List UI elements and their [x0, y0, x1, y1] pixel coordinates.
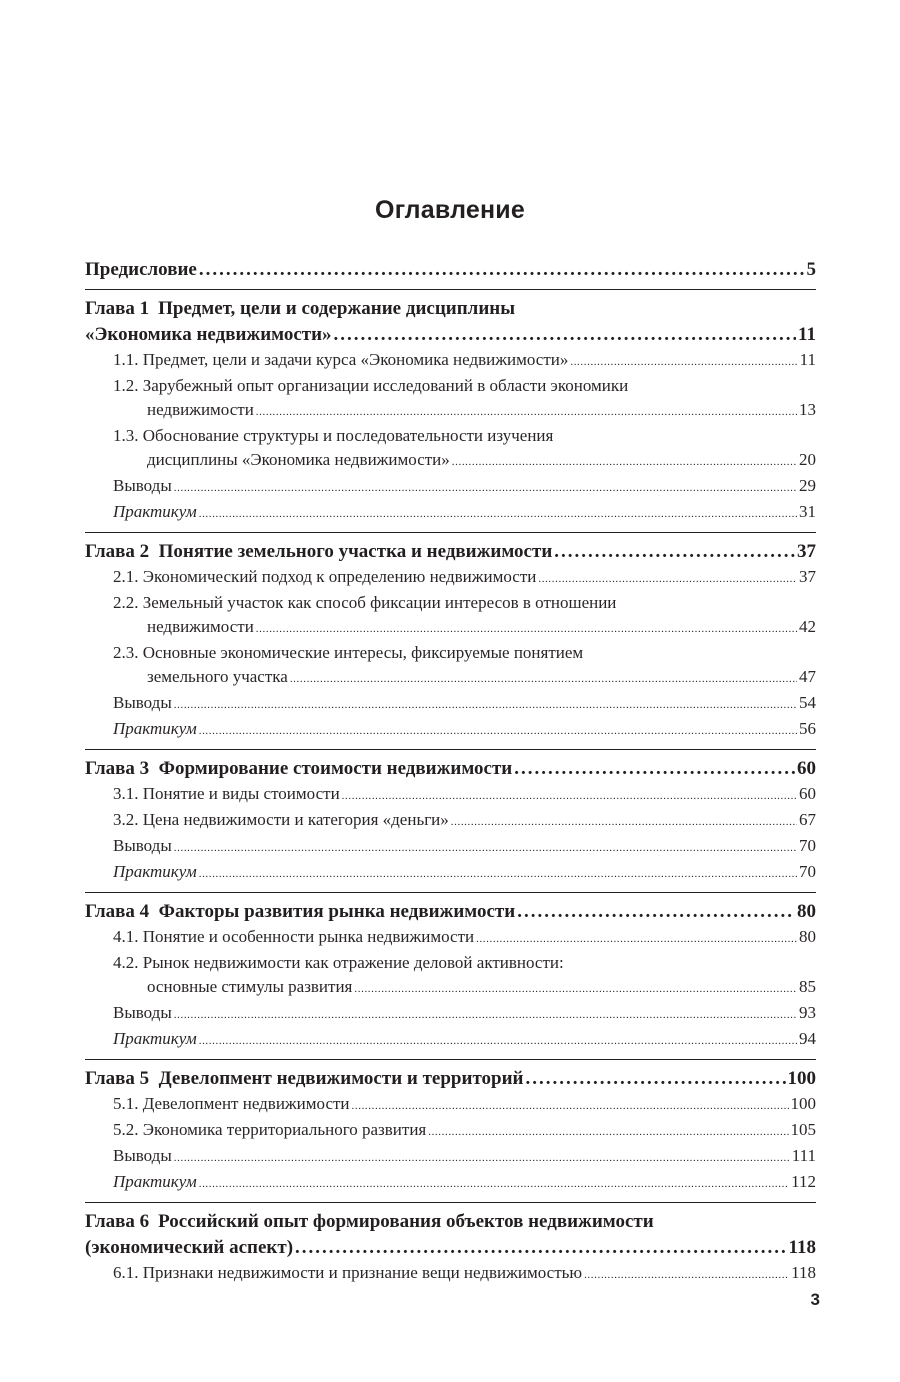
toc-conclusions[interactable]	[85, 834, 816, 860]
entry-title: Рынок недвижимости как отражение деловой активности:	[142, 953, 564, 972]
toc-entry-5-1[interactable]	[85, 1092, 816, 1118]
toc-entry-5-2[interactable]	[85, 1118, 816, 1144]
toc-entry-3-1[interactable]	[85, 782, 816, 808]
toc-page-number: 80	[799, 927, 816, 946]
entry-title: Обоснование структуры и последовательности изучения	[142, 426, 554, 445]
entry-title-cont: земельного участка	[147, 667, 288, 686]
entry-number: 2.3.	[113, 643, 139, 662]
toc-entry-1-1[interactable]	[85, 348, 816, 374]
entry-number: 1.2.	[113, 376, 139, 395]
toc-section-chapter-1	[85, 296, 816, 533]
dot-leader	[174, 834, 797, 860]
toc-page-number: 60	[799, 784, 816, 803]
dot-leader	[174, 1144, 790, 1170]
toc-entry-1-3[interactable]	[85, 424, 816, 448]
entry-title-cont: основные стимулы развития	[147, 977, 353, 996]
toc-entry-4-1[interactable]	[85, 925, 816, 951]
toc-page-number: 47	[799, 667, 816, 686]
toc-page-number: 100	[790, 1094, 816, 1113]
toc-page-number: 20	[799, 450, 816, 469]
entry-title: Экономика территориального развития	[142, 1120, 427, 1139]
dot-leader	[354, 975, 797, 1001]
toc-page-number: 111	[791, 1146, 816, 1165]
toc-page-number: 31	[799, 502, 816, 521]
toc-page-number: 56	[799, 719, 816, 738]
toc-page-number: 13	[799, 400, 816, 419]
dot-leader	[514, 756, 795, 782]
dot-leader	[517, 899, 795, 925]
toc-section-preface	[85, 257, 816, 290]
entry-number: 1.1.	[113, 350, 139, 369]
conclusions-label: Выводы	[113, 836, 172, 855]
table-of-contents	[85, 257, 816, 1299]
dot-leader	[476, 925, 797, 951]
toc-page-number: 67	[799, 810, 816, 829]
toc-conclusions[interactable]	[85, 1001, 816, 1027]
entry-title: Признаки недвижимости и признание вещи недвижимостью	[142, 1263, 583, 1282]
entry-number: 6.1.	[113, 1263, 139, 1282]
toc-page-number: 42	[799, 617, 816, 636]
toc-entry-2-3-cont[interactable]	[85, 665, 816, 691]
chapter-number: Глава 1	[85, 298, 150, 319]
chapter-title-line1: Понятие земельного участка и недвижимости	[158, 541, 553, 562]
page-number: 3	[810, 1290, 820, 1309]
dot-leader	[199, 257, 805, 283]
dot-leader	[452, 448, 797, 474]
entry-title: Земельный участок как способ фиксации интересов в отношении	[142, 593, 617, 612]
toc-conclusions[interactable]	[85, 1144, 816, 1170]
conclusions-label: Выводы	[113, 1003, 172, 1022]
entry-number: 2.1.	[113, 567, 139, 586]
page-title: Оглавление	[375, 196, 525, 224]
dot-leader	[174, 1001, 797, 1027]
conclusions-label: Выводы	[113, 693, 172, 712]
chapter-number: Глава 6	[85, 1211, 150, 1232]
toc-entry-4-2[interactable]	[85, 951, 816, 975]
chapter-title-line1: Девелопмент недвижимости и территорий	[158, 1068, 524, 1089]
toc-page-number: 11	[798, 324, 816, 345]
practicum-label: Практикум	[113, 862, 197, 881]
chapter-title-final-line[interactable]	[85, 322, 816, 348]
practicum-label: Практикум	[113, 502, 197, 521]
toc-entry-2-1[interactable]	[85, 565, 816, 591]
chapter-title-line2: «Экономика недвижимости»	[85, 324, 332, 345]
toc-page-number: 29	[799, 476, 816, 495]
chapter-title-line1: Формирование стоимости недвижимости	[158, 758, 513, 779]
toc-page-number: 93	[799, 1003, 816, 1022]
chapter-title[interactable]	[85, 1209, 816, 1235]
entry-number: 5.1.	[113, 1094, 139, 1113]
toc-page-number: 105	[790, 1120, 816, 1139]
entry-number: 2.2.	[113, 593, 139, 612]
chapter-title-final-line[interactable]	[85, 1235, 816, 1261]
toc-section-chapter-3	[85, 756, 816, 893]
entry-title-cont: недвижимости	[147, 400, 254, 419]
chapter-number: Глава 4	[85, 901, 150, 922]
entry-title: Предмет, цели и задачи курса «Экономика недвижимости»	[142, 350, 569, 369]
dot-leader	[199, 717, 797, 743]
chapter-title[interactable]	[85, 756, 816, 782]
dot-leader	[538, 565, 797, 591]
chapter-title-line1: Российский опыт формирования объектов недвижимости	[158, 1211, 654, 1232]
toc-page-number: 5	[806, 259, 816, 280]
entry-title-cont: дисциплины «Экономика недвижимости»	[147, 450, 450, 469]
toc-practicum[interactable]	[85, 717, 816, 743]
chapter-title[interactable]	[85, 899, 816, 925]
entry-title: Зарубежный опыт организации исследований в области экономики	[142, 376, 629, 395]
dot-leader	[290, 665, 797, 691]
practicum-label: Практикум	[113, 1029, 197, 1048]
chapter-title-line2: (экономический аспект)	[85, 1237, 294, 1258]
toc-page-number: 112	[791, 1172, 816, 1191]
chapter-number: Глава 5	[85, 1068, 150, 1089]
entry-number: 5.2.	[113, 1120, 139, 1139]
toc-entry-3-2[interactable]	[85, 808, 816, 834]
toc-page-number: 118	[791, 1263, 816, 1282]
dot-leader	[554, 539, 795, 565]
dot-leader	[334, 322, 797, 348]
dot-leader	[525, 1066, 785, 1092]
toc-entry-6-1[interactable]	[85, 1261, 816, 1287]
toc-entry-2-2[interactable]	[85, 591, 816, 615]
toc-entry-4-2-cont[interactable]	[85, 975, 816, 1001]
toc-page-number: 118	[788, 1237, 816, 1258]
dot-leader	[199, 1027, 797, 1053]
toc-page-number: 100	[787, 1068, 816, 1089]
entry-title: Основные экономические интересы, фиксируемые понятием	[142, 643, 584, 662]
toc-practicum[interactable]	[85, 500, 816, 526]
entry-number: 3.2.	[113, 810, 139, 829]
chapter-number: Глава 2	[85, 541, 150, 562]
chapter-title[interactable]	[85, 296, 816, 322]
toc-entry-1-2-cont[interactable]	[85, 398, 816, 424]
chapter-title-line1: Факторы развития рынка недвижимости	[158, 901, 516, 922]
conclusions-label: Выводы	[113, 476, 172, 495]
toc-item-label: Предисловие	[85, 259, 197, 280]
toc-section-chapter-5	[85, 1066, 816, 1203]
toc-page-number: 94	[799, 1029, 816, 1048]
dot-leader	[295, 1235, 787, 1261]
dot-leader	[256, 398, 797, 424]
toc-practicum[interactable]	[85, 860, 816, 886]
dot-leader	[428, 1118, 788, 1144]
toc-practicum[interactable]	[85, 1027, 816, 1053]
entry-number: 1.3.	[113, 426, 139, 445]
toc-page-number: 37	[797, 541, 816, 562]
toc-page-number: 70	[799, 836, 816, 855]
practicum-label: Практикум	[113, 1172, 197, 1191]
dot-leader	[199, 860, 797, 886]
toc-page-number: 11	[799, 350, 816, 369]
practicum-label: Практикум	[113, 719, 197, 738]
toc-item-preface[interactable]	[85, 257, 816, 283]
toc-page-number: 60	[797, 758, 816, 779]
toc-page-number: 85	[799, 977, 816, 996]
toc-entry-2-2-cont[interactable]	[85, 615, 816, 641]
toc-page-number: 70	[799, 862, 816, 881]
dot-leader	[256, 615, 797, 641]
entry-number: 4.1.	[113, 927, 139, 946]
toc-conclusions[interactable]	[85, 474, 816, 500]
dot-leader	[174, 691, 797, 717]
dot-leader	[352, 1092, 789, 1118]
dot-leader	[174, 474, 797, 500]
toc-section-chapter-6	[85, 1209, 816, 1293]
dot-leader	[451, 808, 797, 834]
entry-title: Понятие и виды стоимости	[142, 784, 340, 803]
chapter-number: Глава 3	[85, 758, 150, 779]
chapter-title-line1: Предмет, цели и содержание дисциплины	[158, 298, 516, 319]
toc-conclusions[interactable]	[85, 691, 816, 717]
entry-title: Экономический подход к определению недвижимости	[142, 567, 537, 586]
entry-number: 3.1.	[113, 784, 139, 803]
dot-leader	[570, 348, 797, 374]
entry-title: Цена недвижимости и категория «деньги»	[142, 810, 449, 829]
toc-page-number: 37	[799, 567, 816, 586]
chapter-title[interactable]	[85, 1066, 816, 1092]
toc-page-number: 54	[799, 693, 816, 712]
dot-leader	[199, 500, 797, 526]
toc-section-chapter-4	[85, 899, 816, 1060]
dot-leader	[342, 782, 797, 808]
entry-title-cont: недвижимости	[147, 617, 254, 636]
conclusions-label: Выводы	[113, 1146, 172, 1165]
toc-entry-1-3-cont[interactable]	[85, 448, 816, 474]
dot-leader	[584, 1261, 789, 1287]
toc-entry-2-3[interactable]	[85, 641, 816, 665]
dot-leader	[199, 1170, 789, 1196]
entry-number: 4.2.	[113, 953, 139, 972]
toc-entry-1-2[interactable]	[85, 374, 816, 398]
toc-section-chapter-2	[85, 539, 816, 750]
chapter-title[interactable]	[85, 539, 816, 565]
toc-page-number: 80	[797, 901, 816, 922]
entry-title: Девелопмент недвижимости	[142, 1094, 350, 1113]
toc-practicum[interactable]	[85, 1170, 816, 1196]
entry-title: Понятие и особенности рынка недвижимости	[142, 927, 475, 946]
